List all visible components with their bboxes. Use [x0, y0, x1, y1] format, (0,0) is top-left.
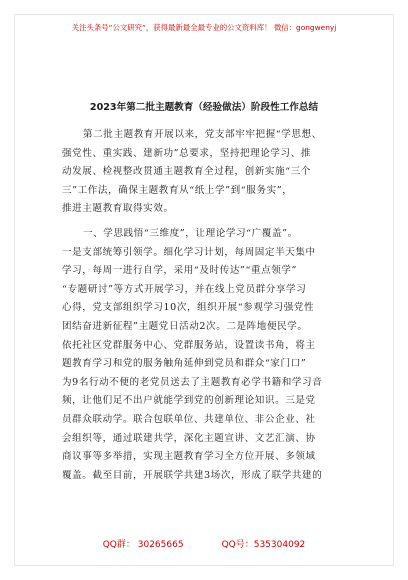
paragraph-line: 覆盖。截至目前，开展联学共建3场次，形成了联学共建的 [62, 469, 323, 481]
footer-contact [0, 537, 408, 550]
paragraph-line: 强党性、重实践、建新功”总要求，坚持把理论学习、推 [62, 147, 312, 159]
paragraph-line: 会组织等，通过联建共学，深化主题宣讲、文艺汇演、协 [62, 432, 316, 444]
paragraph-line: “专题研讨”等方式开展学习，并在线上党员群分享学习 [62, 283, 307, 295]
header-banner: 关注头条号“公文研究”，获得最新最全最专业的公文资料库！ 微信：gongwenyj [71, 23, 337, 32]
paragraph-line: 动发展、检视整改贯通主题教育全过程，创新实施“三个 [62, 166, 312, 178]
paragraph-line: 员群众联动学。联合包联单位、共建单位、非公企业、社 [62, 413, 316, 425]
paragraph-line: 一是支部统筹引领学。细化学习计划，每周固定半天集中 [62, 246, 316, 258]
paragraph-line: 为9名行动不便的老党员送去了主题教育必学书籍和学习音 [62, 376, 323, 388]
document-title: 2023年第二批主题教育（经验做法）阶段性工作总结 [89, 102, 319, 113]
paragraph-line: 三”工作法，确保主题教育从“纸上学”到“服务实”， [62, 184, 293, 196]
paragraph-line: 推进主题教育取得实效。 [62, 203, 174, 215]
paragraph-line: 学习，每周一进行自学，采用“及时传达”“重点领学” [62, 265, 298, 277]
paragraph-line: 频，让他们足不出户就能学到党的创新理论知识。三是党 [62, 395, 316, 407]
paragraph-line: 心得，党支部组织学习10次，组织开展“参观学习强党性 [62, 302, 315, 314]
qq-group-label: QQ群： 30265665 [102, 540, 184, 550]
qq-number-label: QQ号：535304092 [221, 540, 306, 550]
section-heading-line: 一、学思践悟“三维度”，让理论学习“广覆盖”。 [83, 227, 298, 239]
paragraph-line: 第二批主题教育开展以来，党支部牢牢把握“学思想、 [83, 129, 322, 140]
paragraph-line: 依托社区党群服务中心、党群服务站，设置读书角，将主 [62, 339, 316, 351]
paragraph-line: 团结奋进新征程”主题党日活动2次。二是阵地便民学。 [62, 320, 308, 332]
paragraph-line: 商议事等多举措，实现主题教育学习全方位开展、多领域 [62, 451, 316, 463]
document-body [62, 126, 352, 485]
paragraph-line: 题教育学习和党的服务触角延伸到党员和群众“家门口” [62, 358, 307, 370]
